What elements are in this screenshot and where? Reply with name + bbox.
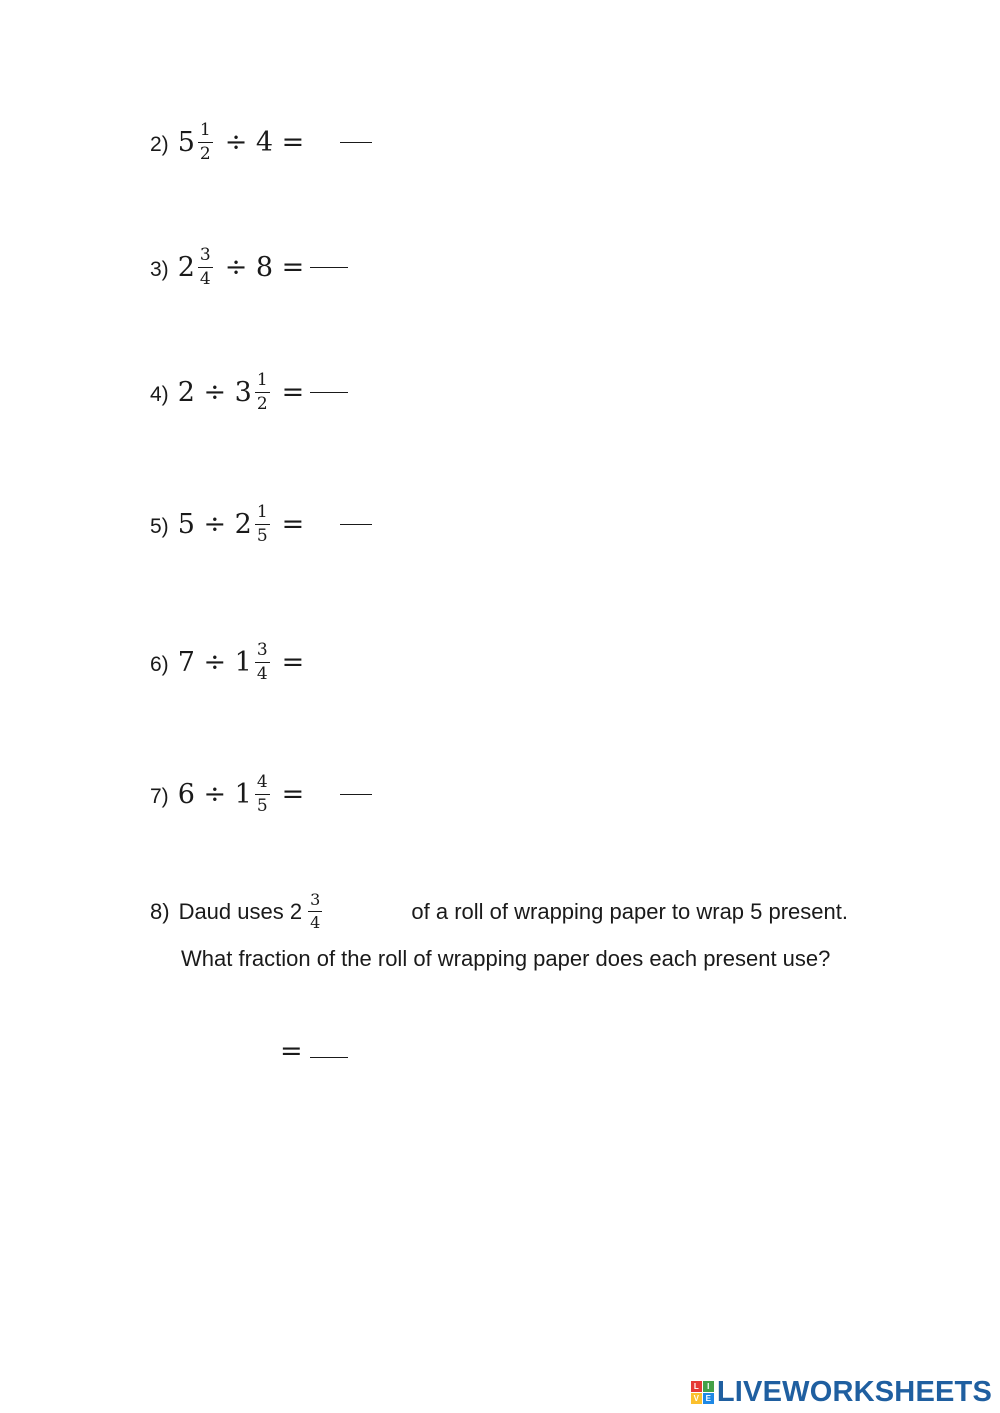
brand-name: LIVEWORKSHEETS: [716, 1376, 992, 1408]
logo-letter: E: [703, 1393, 714, 1404]
equals-sign: =: [280, 1036, 303, 1067]
numerator: 3: [308, 892, 322, 912]
denominator: 2: [256, 394, 268, 414]
fraction: [255, 372, 270, 413]
denominator: 5: [256, 526, 268, 546]
answer-blank[interactable]: [340, 524, 372, 525]
expression-head: 7 ÷ 1: [177, 647, 252, 678]
question-number: 6): [150, 652, 169, 676]
word-problem-question: What fraction of the roll of wrapping paper does each present use?: [181, 946, 831, 971]
expression-tail: ÷ 8 =: [224, 252, 305, 283]
fraction: [308, 892, 322, 931]
word-problem-answer: [280, 1036, 348, 1067]
answer-blank[interactable]: [310, 267, 348, 268]
word-problem-text-after: of a roll of wrapping paper to wrap 5 present.: [411, 898, 848, 924]
logo-letter: V: [691, 1393, 702, 1404]
fraction: [255, 774, 270, 815]
answer-blank[interactable]: [310, 392, 348, 393]
question-3: [150, 247, 348, 288]
logo-letter: I: [703, 1381, 714, 1392]
question-number: 5): [150, 514, 169, 538]
word-problem-text-before: Daud uses 2: [178, 898, 303, 924]
question-number: 2): [150, 132, 169, 156]
logo-letter: L: [691, 1381, 702, 1392]
answer-blank[interactable]: [340, 142, 372, 143]
answer-blank[interactable]: [310, 1057, 348, 1058]
equals-sign: =: [281, 647, 305, 678]
numerator: 3: [255, 642, 270, 663]
fraction: [198, 122, 213, 163]
fraction: [255, 504, 270, 545]
equals-sign: =: [281, 779, 305, 810]
numerator: 1: [255, 504, 270, 525]
question-number: 4): [150, 382, 169, 406]
whole-number: 5: [177, 127, 195, 158]
denominator: 4: [256, 664, 268, 684]
question-4: [150, 372, 348, 413]
fraction: [198, 247, 213, 288]
question-8: [150, 892, 848, 974]
liveworksheets-logo-icon: [691, 1381, 714, 1404]
question-6: [150, 642, 304, 683]
question-7: [150, 774, 372, 815]
numerator: 1: [255, 372, 270, 393]
denominator: 4: [310, 913, 321, 932]
equals-sign: =: [281, 377, 305, 408]
question-5: [150, 504, 372, 545]
numerator: 4: [255, 774, 270, 795]
denominator: 4: [199, 269, 211, 289]
numerator: 3: [198, 247, 213, 268]
fraction: [255, 642, 270, 683]
numerator: 1: [198, 122, 213, 143]
expression-head: 6 ÷ 1: [177, 779, 252, 810]
denominator: 2: [199, 144, 211, 164]
question-number: 8): [150, 898, 170, 924]
question-number: 7): [150, 784, 169, 808]
expression-head: 2 ÷ 3: [177, 377, 252, 408]
answer-blank[interactable]: [340, 794, 372, 795]
denominator: 5: [256, 796, 268, 816]
expression-head: 5 ÷ 2: [177, 509, 252, 540]
question-number: 3): [150, 257, 169, 281]
liveworksheets-brand: [691, 1376, 992, 1409]
equals-sign: =: [281, 509, 305, 540]
question-2: [150, 122, 372, 163]
whole-number: 2: [177, 252, 195, 283]
expression-tail: ÷ 4 =: [224, 127, 305, 158]
